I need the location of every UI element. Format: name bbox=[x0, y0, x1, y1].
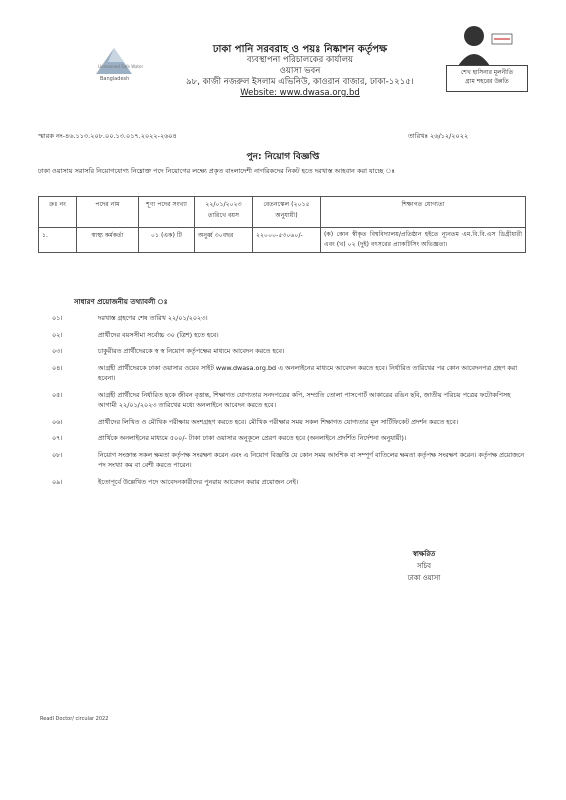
col-header-qualification: শিক্ষাগত যোগ্যতা bbox=[321, 197, 526, 228]
logo-tagline: Unmanned Safe Water bbox=[98, 64, 144, 69]
cell-vacancies: ০১ (এক) টি bbox=[139, 228, 195, 253]
info-title: সাধারণ প্রয়োজনীয় তথ্যাবলী ঃ bbox=[74, 298, 168, 306]
table-row bbox=[39, 228, 526, 253]
col-header-vacancies: শূণ্য পদের সংখ্যা bbox=[139, 197, 195, 228]
list-item: ০৫। আগ্রহী প্রার্থীদের নির্ধারিত ছকে জীবন বৃত্তান্ত, শিক্ষাগত যোগ্যতার সনদপত্রের কপি, সম্প্রতি তোলা পাসপোর্ট আকারের রঙিন ছবি, জাতীয় পরিচয় পত্রের ফটোকপিসহ আগামী ২২/০১/২০২৩ তারিখের মধ্যে অনলাইনে আবেদন করতে হবে। bbox=[52, 390, 511, 409]
intro-text: ঢাকা ওয়াসায় সরাসরি নিয়োগযোগ্য নিম্নোক্ত পদে নিয়োগের লক্ষ্যে প্রকৃত বাংলাদেশী নাগরিকদের নিকট হতে দরখাস্ত আহবান করা যাচ্ছে ঃ bbox=[38, 167, 395, 175]
list-item: ০৪। আগ্রহী প্রার্থীদেরকে ঢাকা ওয়াসার ওয়েব সাইট www.dwasa.org.bd এ অনলাইনের মাধ্যমে আবেদন করতে হবে। নির্ধারিত তারিখের পর কোন আবেদনপত্র গ্রহণ করা হবেনা। bbox=[52, 363, 518, 382]
motto-line2: গ্রাম শহরের উন্নতি bbox=[465, 78, 509, 85]
cell-age: অনুর্ধ্ব ৩০বছর bbox=[195, 228, 253, 253]
list-item: ০৭। প্রার্থিকে অনলাইনের মাধ্যমে ৫০০/- টাকা ঢাকা ওয়াসার অনুকূলে প্রেরণ করতে হবে (অনলাইনে প্রদর্শিত নির্দেশনা অনুযায়ী)। bbox=[52, 434, 407, 442]
list-item: ০৩। চাকুরীরত প্রার্থীদেরকে স্ব স্ব নিয়োগ কর্তৃপক্ষের মাধ্যমে আবেদন করতে হবে। bbox=[52, 347, 285, 355]
cell-post: স্বাস্থ্য কর্মকর্তা bbox=[77, 228, 139, 253]
vacancy-table bbox=[38, 196, 526, 253]
memo-date: তারিখঃ ২৬/১২/২০২২ bbox=[408, 132, 469, 140]
info-list bbox=[52, 313, 530, 493]
notice-heading: পুন: নিয়োগ বিজ্ঞপ্তি bbox=[246, 152, 320, 162]
org-header bbox=[160, 44, 440, 99]
signature-label: স্বাক্ষরিত bbox=[412, 550, 436, 558]
memo-number: স্মারক নং-৪৬.১১৩.২০৮.০০.১৩.০১৭.২০২২-২৬০৪ bbox=[38, 132, 177, 140]
logo-country: Bangladesh bbox=[100, 76, 130, 82]
list-item: ০৮। নিয়োগ সংক্রান্ত সকল ক্ষমতা কর্তৃপক্ষ সংরক্ষণ করেন এবং এ নিয়োগ বিজ্ঞপ্তি যে কোন সময় আংশিক বা সম্পূর্ণ বাতিলের ক্ষমতা কর্তৃপক্ষ সংরক্ষণ করেন। কর্তৃপক্ষ প্রয়োজনে পদ সংখ্যা কম বা বেশী করতে পারেন। bbox=[52, 450, 525, 469]
cell-serial: ১. bbox=[39, 228, 77, 253]
office-name: ব্যবস্থাপনা পরিচালকের কার্যালয় bbox=[246, 55, 354, 65]
col-header-age: ২২/০১/২০২৩ তারিখে বয়স bbox=[195, 197, 253, 228]
website-link[interactable]: Website: www.dwasa.org.bd bbox=[240, 88, 360, 98]
list-item: ০৬। প্রার্থীদের লিখিত ও মৌখিক পরীক্ষায় অংশগ্রহণ করতে হবে। মৌখিক পরীক্ষার সময় সকল শিক্ষাগত যোগ্যতার মূল সার্টিফিকেট প্রদর্শন করতে হবে। bbox=[52, 417, 459, 426]
motto-box bbox=[446, 65, 528, 92]
address: ৯৮, কাজী নজরুল ইসলাম এভিনিউ, কাওরান বাজার, ঢাকা-১২১৫। bbox=[186, 77, 414, 87]
signature-block bbox=[392, 548, 456, 584]
org-name: ঢাকা পানি সরবরাহ ও পয়ঃ নিষ্কাশন কর্তৃপক্ষ bbox=[212, 44, 388, 55]
col-header-serial: ক্রঃ নং bbox=[39, 197, 77, 228]
building-name: ওয়াসা ভবন bbox=[279, 66, 321, 76]
motto-line1: শেখ হাসিনার মূলনীতি bbox=[460, 69, 514, 76]
org-logo bbox=[84, 44, 144, 80]
signatory-designation: সচিব bbox=[417, 562, 431, 570]
cell-qualification: (ক) কোন স্বীকৃত বিশ্ববিদ্যালয়/প্রতিষ্ঠান হইতে ন্যূনতম এম.বি.বি.এস ডিগ্রীধারী এবং (খ) ০২ (দুই) বৎসরের প্র্যাকটিসিং অভিজ্ঞতা। bbox=[321, 228, 526, 253]
list-item: ০২। প্রার্থীদের বয়সসীমা সর্বোচ্চ ৩০ (ত্রিশ) হতে হবে। bbox=[52, 330, 219, 339]
portrait-emblem bbox=[452, 20, 516, 68]
list-item: ০১। দরখাস্ত গ্রহণের শেষ তারিখ ২২/০১/২০২৩। bbox=[52, 314, 208, 322]
col-header-pay-scale: বেতনস্কেল (২০১৫ অনুযায়ী) bbox=[253, 197, 321, 228]
table-header-row bbox=[39, 197, 526, 228]
cell-pay-scale: ২২০০০-৫৩০৬০/- bbox=[253, 228, 321, 253]
signatory-org: ঢাকা ওয়াসা bbox=[407, 574, 441, 582]
file-reference: Readl Doctor/ circular 2022 bbox=[40, 716, 109, 722]
list-item: ০৯। ইতোপূর্বে উল্লেখিত পদে আবেদনকারীদের পুনরায় আবেদন করার প্রয়োজন নেই। bbox=[52, 477, 299, 486]
col-header-post: পদের নাম bbox=[77, 197, 139, 228]
